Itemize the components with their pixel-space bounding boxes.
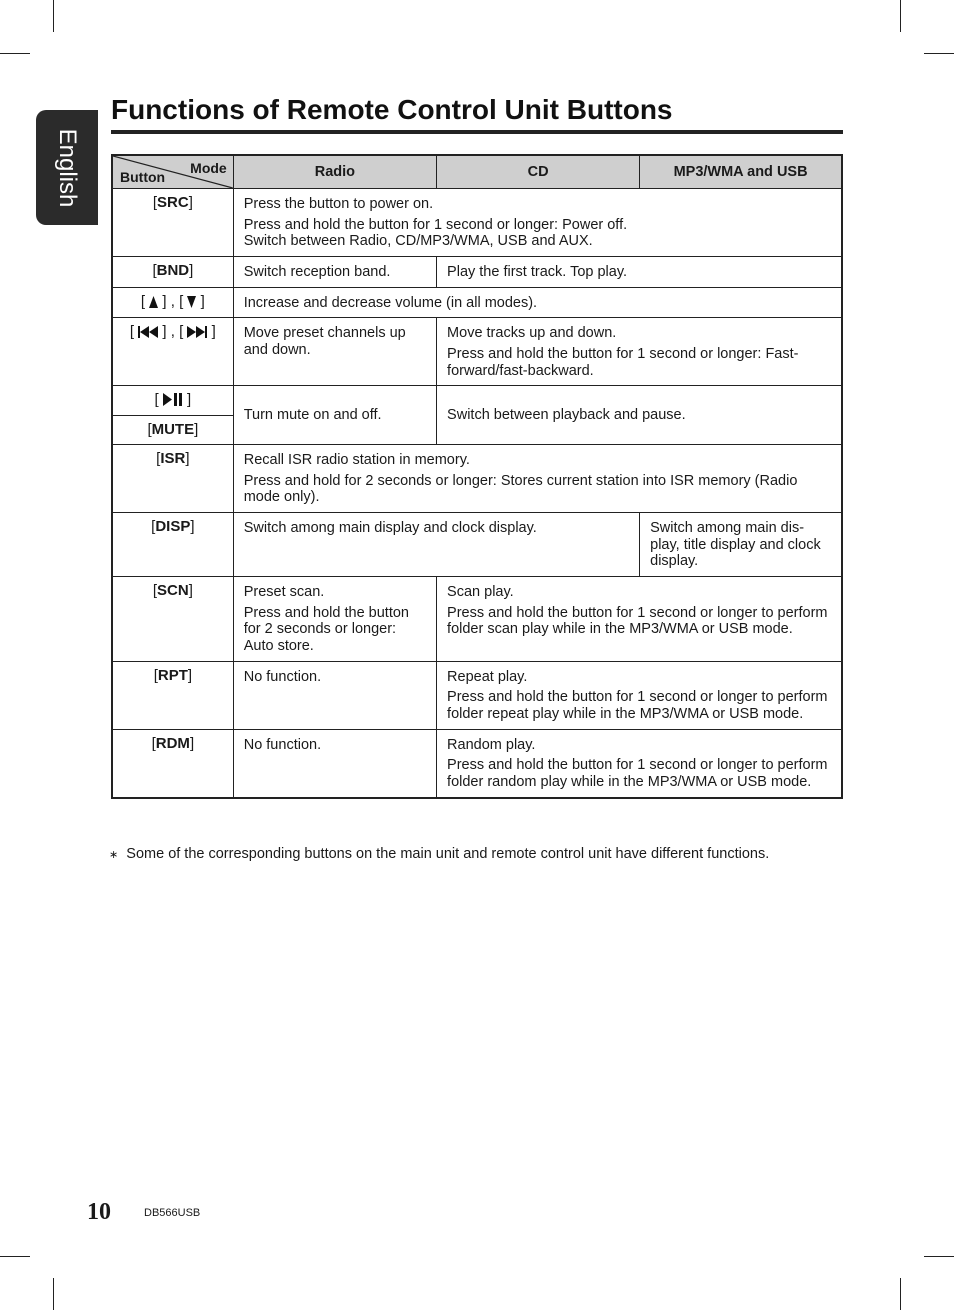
function-cell: [437, 318, 842, 386]
button-cell: [BND]: [112, 257, 233, 288]
function-text: Recall ISR radio station in memory.: [243, 451, 470, 468]
table-row-disp: [112, 512, 842, 576]
table-row-scn: [112, 576, 842, 661]
function-cell: Move preset channels up and down.: [233, 318, 436, 386]
function-text: Press and hold the button for 1 second or longer to perform folder repeat play while in the MP3/WMA or USB mode.: [447, 689, 828, 722]
footnote-mark: ∗: [109, 849, 119, 861]
up-arrow-icon: [149, 296, 158, 308]
button-cell: [SCN]: [112, 576, 233, 661]
crop-mark: [53, 1278, 54, 1310]
button-cell: [ ] , [ ]: [112, 318, 233, 386]
crop-mark: [0, 1256, 30, 1257]
function-cell: Switch between playback and pause.: [437, 386, 842, 445]
crop-mark: [53, 0, 54, 32]
language-label: English: [54, 128, 81, 207]
function-cell: [437, 729, 842, 798]
header-radio: Radio: [233, 155, 436, 189]
function-cell: No function.: [233, 729, 436, 798]
crop-mark: [924, 53, 954, 54]
function-cell: Turn mute on and off.: [233, 386, 436, 445]
function-cell: [233, 189, 842, 257]
function-cell: [233, 576, 436, 661]
crop-mark: [900, 0, 901, 32]
function-cell: Increase and decrease volume (in all modes).: [233, 287, 842, 318]
button-cell: [DISP]: [112, 512, 233, 576]
page-title: Functions of Remote Control Unit Buttons: [111, 94, 673, 125]
button-label: MUTE: [151, 420, 195, 438]
button-label: SCN: [157, 581, 189, 599]
model-number: DB566USB: [144, 1207, 201, 1219]
function-text: Move tracks up and down.: [447, 325, 617, 342]
button-cell: [RDM]: [112, 729, 233, 798]
function-text: Repeat play.: [447, 668, 528, 685]
table-row-updown: [112, 287, 842, 318]
play-pause-icon: [163, 393, 183, 406]
title-rule: [111, 130, 843, 134]
table-row-src: [112, 189, 842, 257]
crop-mark: [900, 1278, 901, 1310]
crop-mark: [924, 1256, 954, 1257]
table-row-play-pause: [112, 386, 842, 415]
button-cell: [RPT]: [112, 661, 233, 729]
header-button: Button: [120, 168, 166, 185]
button-label: DISP: [155, 517, 191, 535]
button-cell: [ ]: [112, 386, 233, 415]
function-text: Press and hold the button for 1 second or longer to perform folder scan play while in the MP3/WMA or USB mode.: [447, 604, 828, 638]
header-mp3: MP3/WMA and USB: [640, 155, 842, 189]
table-row-skip: [112, 318, 842, 386]
function-cell: No function.: [233, 661, 436, 729]
function-cell: Switch among main dis-play, title display and clock display.: [640, 512, 842, 576]
button-cell: [MUTE]: [112, 415, 233, 444]
function-cell: [437, 576, 842, 661]
button-cell: [ISR]: [112, 444, 233, 512]
button-label: RPT: [157, 666, 188, 684]
function-text: Random play.: [447, 736, 536, 753]
function-cell: Switch reception band.: [233, 257, 436, 288]
table-row-rdm: [112, 729, 842, 798]
function-text: Press and hold the button for 2 seconds or longer: Auto store.: [243, 604, 409, 654]
button-label: ISR: [160, 449, 186, 467]
button-label: RDM: [155, 734, 190, 752]
header-cd: CD: [437, 155, 640, 189]
button-functions-table: [111, 154, 843, 799]
skip-back-icon: [138, 326, 158, 338]
function-text: Press and hold the button for 1 second or longer: Fast-forward/fast-backward.: [447, 346, 799, 379]
function-text: Scan play.: [447, 583, 514, 600]
button-label: BND: [156, 262, 190, 280]
footnote-text: Some of the corresponding buttons on the main unit and remote control unit have different functions.: [126, 846, 770, 862]
function-text: Preset scan.: [243, 583, 325, 600]
table-row-bnd: [112, 257, 842, 288]
table-header-row: [112, 155, 842, 189]
function-text: Press and hold the button for 1 second or longer to perform folder random play while in the MP3/WMA or USB mode.: [447, 757, 828, 790]
function-text: Press the button to power on.: [243, 196, 434, 212]
table-row-rpt: [112, 661, 842, 729]
button-cell: [ ] , [ ]: [112, 287, 233, 318]
down-arrow-icon: [187, 296, 196, 308]
function-cell: [437, 661, 842, 729]
header-corner-cell: [112, 155, 233, 189]
language-tab: [36, 110, 98, 225]
button-cell: [SRC]: [112, 189, 233, 257]
skip-forward-icon: [187, 326, 207, 338]
function-text: Switch between Radio, CD/MP3/WMA, USB and AUX.: [243, 233, 593, 250]
table-row-isr: [112, 444, 842, 512]
button-label: SRC: [157, 194, 189, 211]
header-mode: Mode: [190, 160, 227, 176]
footnote: [109, 846, 769, 862]
function-text: Press and hold the button for 1 second or longer: Power off.: [243, 216, 628, 233]
crop-mark: [0, 53, 30, 54]
function-text: Press and hold for 2 seconds or longer: Stores current station into ISR memory (Radio mode only).: [243, 472, 798, 506]
function-cell: Switch among main display and clock display.: [233, 512, 639, 576]
function-cell: Play the first track. Top play.: [437, 257, 842, 288]
page-number: 10: [87, 1199, 111, 1225]
function-cell: [233, 444, 842, 512]
